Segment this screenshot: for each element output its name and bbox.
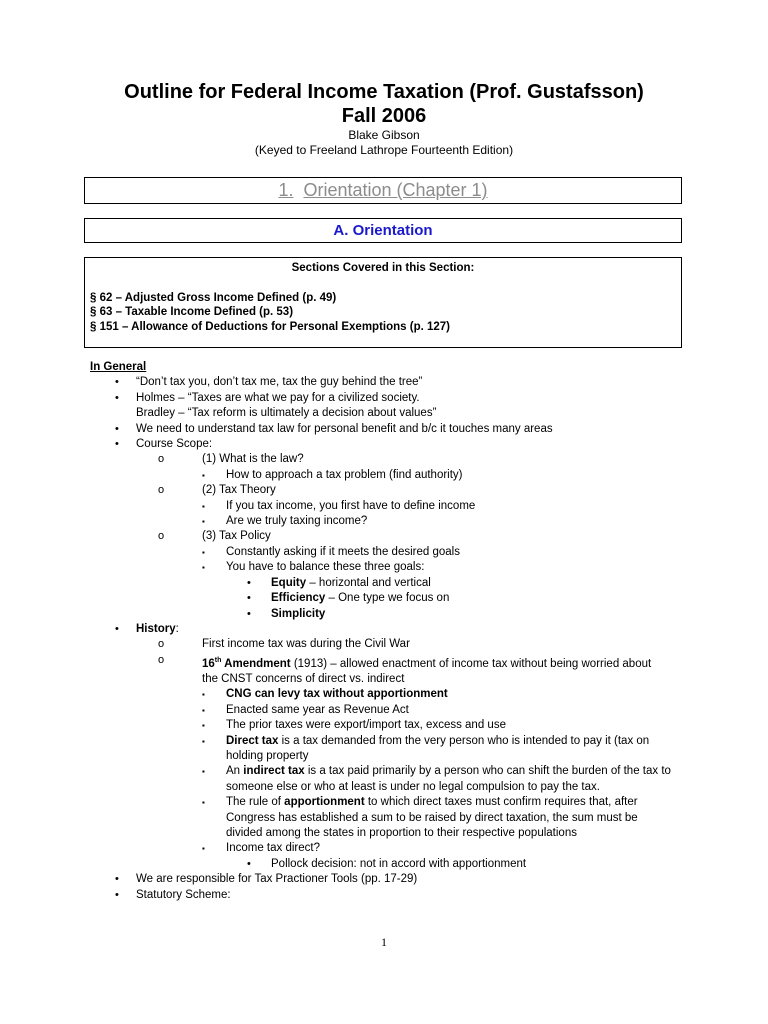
list-item: • Equity – horizontal and vertical bbox=[90, 576, 690, 591]
list-item: ▪ Direct tax is a tax demanded from the very person who is intended to pay it (tax on holding property bbox=[202, 734, 650, 762]
bullet-square: ▪ bbox=[202, 563, 205, 573]
bullet-square: ▪ bbox=[202, 844, 205, 854]
chapter-number: 1. bbox=[278, 180, 294, 200]
list-item: ▪ CNG can levy tax without apportionment bbox=[90, 687, 690, 702]
list-item: o 16th Amendment (1913) – allowed enactment of income tax without being worried about the CNST concerns of direct vs. indirect bbox=[158, 653, 652, 685]
bullet-dot: • bbox=[115, 873, 119, 886]
bullet-circle: o bbox=[158, 653, 165, 666]
list-item: ▪ You have to balance these three goals: bbox=[90, 560, 690, 575]
list-item: ▪ How to approach a tax problem (find authority) bbox=[90, 468, 690, 483]
bullet-dot: • bbox=[247, 576, 251, 589]
bullet-dot: • bbox=[247, 607, 251, 620]
chapter-heading bbox=[278, 180, 487, 200]
bullet-square: ▪ bbox=[202, 721, 205, 731]
list-item: • Statutory Scheme: bbox=[90, 888, 690, 903]
list-item: o (3) Tax Policy bbox=[90, 529, 690, 544]
list-item: • Simplicity bbox=[90, 607, 690, 622]
list-item: ▪ Enacted same year as Revenue Act bbox=[90, 703, 690, 718]
bullet-dot: • bbox=[115, 391, 119, 404]
bullet-dot: • bbox=[115, 622, 119, 635]
bullet-dot: • bbox=[247, 857, 251, 870]
bullet-square: ▪ bbox=[202, 798, 205, 808]
bullet-square: ▪ bbox=[202, 470, 205, 480]
author-name: Blake Gibson bbox=[348, 128, 420, 142]
list-item: ▪ Income tax direct? bbox=[90, 841, 690, 856]
list-item: ▪ The rule of apportionment to which direct taxes must confirm requires that, after Congress has established a sum to be raised by direct taxation, the sum must be divided among the states in proportion to their respective populations bbox=[202, 796, 638, 840]
bullet-dot: • bbox=[115, 888, 119, 901]
bullet-square: ▪ bbox=[202, 517, 205, 527]
chapter-heading-box bbox=[84, 177, 682, 204]
bullet-dot: • bbox=[115, 422, 119, 435]
list-item: • We are responsible for Tax Practioner Tools (pp. 17-29) bbox=[90, 872, 690, 887]
list-item: ▪ An indirect tax is a tax paid primarily by a person who can shift the burden of the tax to someone else or who at least is under no legal compulsion to pay the tax. bbox=[202, 765, 671, 793]
list-item: o First income tax was during the Civil War bbox=[90, 637, 690, 652]
outline-body bbox=[90, 360, 690, 903]
list-item: • “Don’t tax you, don’t tax me, tax the guy behind the tree” bbox=[90, 375, 690, 390]
section-heading-box bbox=[84, 218, 682, 243]
sections-covered-item: § 151 – Allowance of Deductions for Personal Exemptions (p. 127) bbox=[90, 320, 451, 333]
list-item: • Efficiency – One type we focus on bbox=[90, 591, 690, 606]
list-item-continuation: Bradley – “Tax reform is ultimately a decision about values” bbox=[136, 407, 437, 420]
sections-covered-box bbox=[84, 257, 682, 348]
list-item: • Course Scope: bbox=[90, 437, 690, 452]
bullet-square: ▪ bbox=[202, 736, 205, 746]
document-header bbox=[0, 80, 768, 158]
document-title: Outline for Federal Income Taxation (Prof. Gustafsson) bbox=[124, 81, 644, 103]
list-item: • History: bbox=[90, 622, 690, 637]
bullet-circle: o bbox=[158, 530, 165, 543]
list-item: o (2) Tax Theory bbox=[90, 483, 690, 498]
page-number: 1 bbox=[381, 935, 387, 949]
bullet-dot: • bbox=[115, 376, 119, 389]
bullet-dot: • bbox=[115, 438, 119, 451]
list-item: • We need to understand tax law for personal benefit and b/c it touches many areas bbox=[90, 422, 690, 437]
bullet-square: ▪ bbox=[202, 501, 205, 511]
list-item: ▪ Are we truly taxing income? bbox=[90, 514, 690, 529]
list-item: ▪ The prior taxes were export/import tax, excess and use bbox=[90, 718, 690, 733]
bullet-circle: o bbox=[158, 638, 165, 651]
bullet-square: ▪ bbox=[202, 690, 205, 700]
list-item: • Pollock decision: not in accord with apportionment bbox=[90, 857, 690, 872]
bullet-circle: o bbox=[158, 453, 165, 466]
bullet-square: ▪ bbox=[202, 547, 205, 557]
bullet-circle: o bbox=[158, 484, 165, 497]
list-item: o (1) What is the law? bbox=[90, 452, 690, 467]
bullet-square: ▪ bbox=[202, 767, 205, 777]
sections-covered-item: § 62 – Adjusted Gross Income Defined (p. 49) bbox=[90, 291, 337, 304]
sections-covered-item: § 63 – Taxable Income Defined (p. 53) bbox=[90, 306, 294, 318]
section-heading: A. Orientation bbox=[333, 222, 433, 239]
bullet-dot: • bbox=[247, 592, 251, 605]
outline-heading: In General bbox=[90, 361, 147, 373]
sections-covered-title: Sections Covered in this Section: bbox=[291, 262, 475, 274]
document-term: Fall 2006 bbox=[341, 105, 427, 127]
list-item: ▪ Constantly asking if it meets the desired goals bbox=[90, 545, 690, 560]
bullet-square: ▪ bbox=[202, 705, 205, 715]
list-item: • Holmes – “Taxes are what we pay for a civilized society. bbox=[90, 391, 690, 406]
chapter-title: Orientation (Chapter 1) bbox=[303, 180, 488, 200]
edition-note: (Keyed to Freeland Lathrope Fourteenth Edition) bbox=[254, 143, 514, 157]
list-item: ▪ If you tax income, you first have to define income bbox=[90, 499, 690, 514]
